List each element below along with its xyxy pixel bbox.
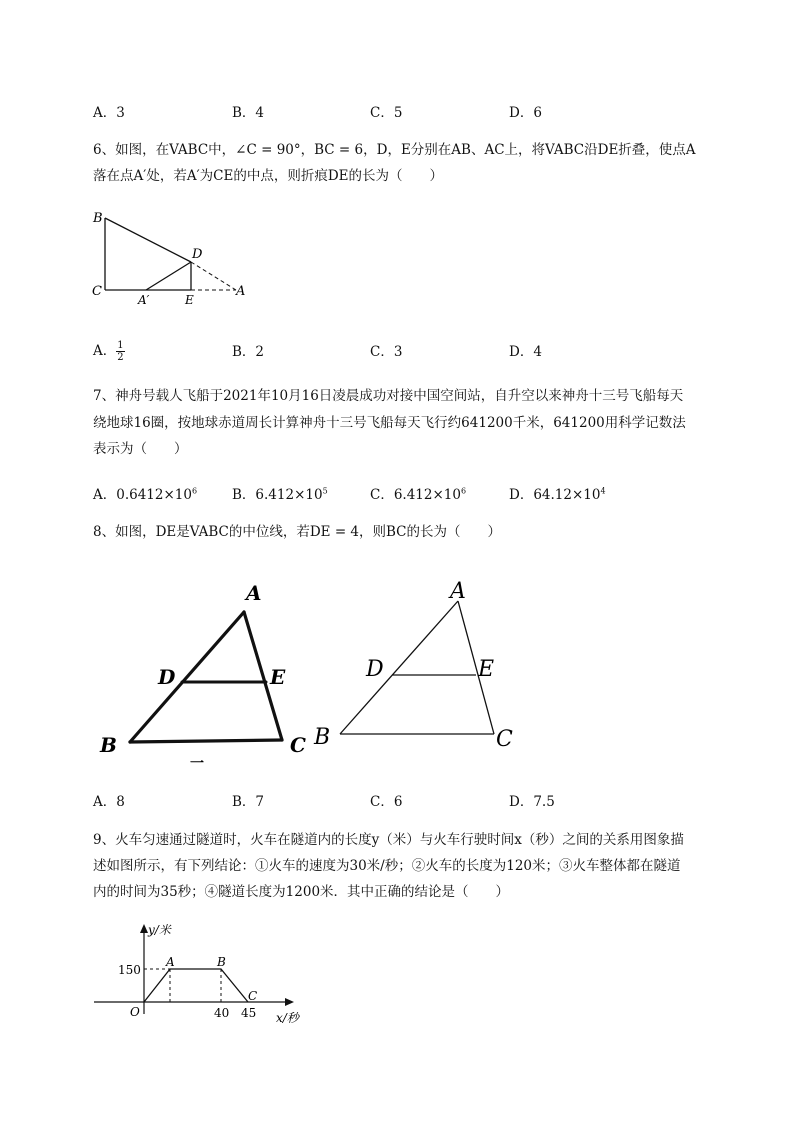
- q8f1-line-bc: [130, 740, 282, 742]
- q8f1-line-ab: [130, 612, 244, 742]
- q8f1-label-d: D: [158, 665, 176, 689]
- q8f2-label-d: D: [366, 657, 384, 682]
- q9-origin-label: O: [130, 1005, 140, 1019]
- q6-option-a-label: A．: [93, 343, 117, 359]
- q8f1-label-c: C: [290, 733, 306, 757]
- q9-y-label: y/米: [148, 923, 171, 937]
- q9-text-line1: 9、火车匀速通过隧道时，火车在隧道内的长度y（米）与火车行驶时间x（秒）之间的关系用图象描: [93, 832, 684, 848]
- q8f2-line-ab: [340, 601, 458, 734]
- q7-option-d: [509, 483, 606, 503]
- q7-option-a: [93, 483, 197, 503]
- q8f1-label-a: A: [246, 581, 262, 605]
- q7-option-c-base: C．6.412×10: [370, 487, 461, 503]
- q6-label-c: C: [92, 284, 102, 299]
- q7-text-line1: 7、神舟号载人飞船于2021年10月16日凌晨成功对接中国空间站，自升空以来神舟十三号飞船每天: [93, 388, 684, 404]
- q6-line-a2d: [146, 262, 191, 290]
- q8-option-a: A．8: [93, 794, 125, 810]
- q6-text-line2: 落在点A′处，若A′为CE的中点，则折痕DE的长为（ ）: [93, 168, 443, 184]
- q7-option-b-base: B．6.412×10: [232, 487, 323, 503]
- q9-x45-label: 45: [241, 1006, 257, 1020]
- q8-option-b: B．7: [232, 794, 265, 810]
- q6-label-a: A: [236, 284, 246, 299]
- q8-option-d: D．7.5: [509, 794, 555, 810]
- q9-y-axis-arrow: [140, 924, 148, 933]
- q8f2-label-c: C: [496, 727, 513, 752]
- q8f2-label-b: B: [314, 725, 331, 750]
- q9-y150-label: 150: [118, 963, 141, 977]
- q9-point-c-label: C: [248, 989, 258, 1003]
- q5-option-b: B．4: [232, 105, 265, 121]
- q7-option-c-exp: 6: [460, 486, 467, 496]
- q7-option-b: [232, 483, 328, 503]
- q8-option-c: C．6: [370, 794, 403, 810]
- q9-graph: [88, 918, 318, 1030]
- q8f2-label-e: E: [478, 657, 495, 682]
- fraction-numerator: 1: [117, 340, 124, 351]
- q8f1-label-e: E: [270, 665, 286, 689]
- q9-point-b-label: B: [217, 955, 226, 969]
- q9-text-line3: 内的时间为35秒；④隧道长度为1200米．其中正确的结论是（ ）: [93, 884, 510, 900]
- fraction-half: [116, 340, 124, 363]
- q5-option-c: C．5: [370, 105, 403, 121]
- q8-figure-handdrawn: [96, 578, 316, 768]
- q6-label-b: B: [93, 211, 103, 226]
- q9-x-label: x/秒: [276, 1011, 299, 1025]
- q7-text-line3: 表示为（ ）: [93, 441, 188, 457]
- q5-option-a: A．3: [93, 105, 125, 121]
- q8-text-line1: 8、如图，DE是VABC的中位线，若DE = 4，则BC的长为（ ）: [93, 524, 502, 540]
- q6-option-b: B．2: [232, 344, 265, 360]
- q7-text-line2: 绕地球16圈，按地球赤道周长计算神舟十三号飞船每天飞行约641200千米，641200用科学记数法: [93, 415, 686, 431]
- q7-option-d-base: D．64.12×10: [509, 487, 601, 503]
- q9-point-a-label: A: [166, 955, 175, 969]
- q6-figure: [88, 206, 258, 306]
- q6-label-a-prime: A′: [138, 293, 150, 306]
- q6-dashed-da: [191, 262, 236, 290]
- q9-x40-label: 40: [214, 1006, 230, 1020]
- q7-option-b-exp: 5: [322, 486, 328, 496]
- q6-line-ba: [105, 218, 191, 262]
- q6-text-line1: 6、如图，在VABC中，∠C = 90°，BC = 6，D，E分别在AB、AC上，将VABC沿DE折叠，使点A: [93, 142, 696, 158]
- q5-option-d: D．6: [509, 105, 542, 121]
- q6-option-a: [93, 339, 125, 363]
- q9-x-axis-arrow: [285, 998, 294, 1006]
- q9-graph-line: [144, 969, 248, 1002]
- q7-option-c: [370, 483, 466, 503]
- q7-option-a-exp: 6: [191, 486, 198, 496]
- q7-option-d-exp: 4: [600, 486, 606, 496]
- q6-option-d: D．4: [509, 344, 542, 360]
- q8-figure-clean: [310, 572, 530, 762]
- q8f1-label-b: B: [100, 733, 117, 757]
- q7-option-a-base: A．0.6412×10: [93, 487, 192, 503]
- q6-option-c: C．3: [370, 344, 403, 360]
- fraction-denominator: 2: [117, 352, 124, 363]
- q6-label-d: D: [192, 247, 203, 262]
- q8f1-mark: 一: [190, 756, 204, 768]
- q8f2-label-a: A: [450, 579, 466, 604]
- q9-text-line2: 述如图所示，有下列结论：①火车的速度为30米/秒；②火车的长度为120米；③火车整体都在隧道: [93, 858, 681, 874]
- q6-label-e: E: [185, 293, 194, 306]
